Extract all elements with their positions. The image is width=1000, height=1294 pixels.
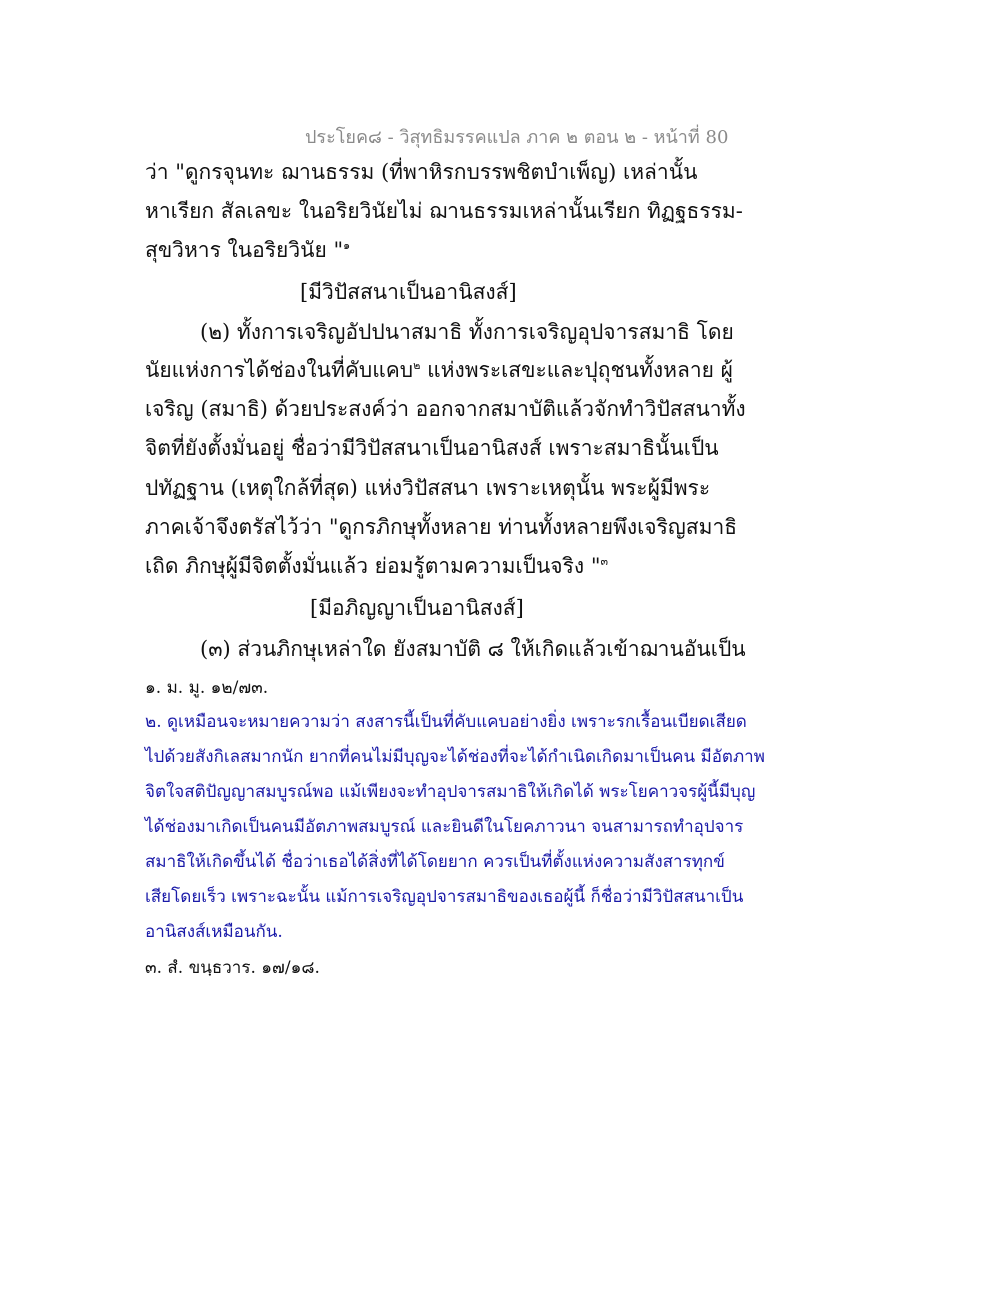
section-heading: [มีอภิญญาเป็นอานิสงส์]: [310, 596, 524, 620]
footnote-ref: ๒: [413, 359, 421, 372]
body-line: หาเรียก สัลเลขะ ในอริยวินัยไม่ ฌานธรรมเหล่านั้นเรียก ทิฏฐธรรม-: [145, 199, 743, 223]
footnote-2-line: เสียโดยเร็ว เพราะฉะนั้น แม้การเจริญอุปจารสมาธิของเธอผู้นี้ ก็ชื่อว่ามีวิปัสสนาเป็น: [145, 887, 744, 907]
footnote-1: ๑. ม. มู. ๑๒/๗๓.: [145, 678, 269, 698]
body-line: จิตที่ยังตั้งมั่นอยู่ ชื่อว่ามีวิปัสสนาเป็นอานิสงส์ เพราะสมาธินั้นเป็น: [145, 436, 719, 460]
footnote-2-line: จิตใจสติปัญญาสมบูรณ์พอ แม้เพียงจะทำอุปจารสมาธิให้เกิดได้ พระโยคาวจรผู้นี้มีบุญ: [145, 782, 756, 802]
footnote-2-line: ได้ช่องมาเกิดเป็นคนมีอัตภาพสมบูรณ์ และยินดีในโยคภาวนา จนสามารถทำอุปจาร: [145, 817, 744, 837]
body-line: นัยแห่งการได้ช่องในที่คับแคบ$^๒$ แห่งพระเสขะและปุถุชนทั้งหลาย ผู้: [145, 358, 733, 382]
footnote-2-line: สมาธิให้เกิดขึ้นได้ ชื่อว่าเธอได้สิ่งที่ได้โดยยาก ควรเป็นที่ตั้งแห่งความสังสารทุกข์: [145, 852, 725, 872]
footnote-ref: ๑: [343, 239, 351, 252]
section-heading: [มีวิปัสสนาเป็นอานิสงส์]: [300, 280, 517, 304]
footnote-2-line: ๒. ดูเหมือนจะหมายความว่า สงสารนี้เป็นที่คับแคบอย่างยิ่ง เพราะรกเรื้อนเบียดเสียด: [145, 712, 747, 732]
body-line: (๓) ส่วนภิกษุเหล่าใด ยังสมาบัติ ๘ ให้เกิดแล้วเข้าฌานอันเป็น: [200, 637, 746, 661]
body-line: (๒) ทั้งการเจริญอัปปนาสมาธิ ทั้งการเจริญอุปจารสมาธิ โดย: [200, 320, 734, 344]
body-line: ปทัฏฐาน (เหตุใกล้ที่สุด) แห่งวิปัสสนา เพราะเหตุนั้น พระผู้มีพระ: [145, 476, 711, 500]
body-line: เจริญ (สมาธิ) ด้วยประสงค์ว่า ออกจากสมาบัติแล้วจักทำวิปัสสนาทั้ง: [145, 397, 746, 421]
footnote-ref: ๓: [600, 555, 609, 568]
body-line: ว่า "ดูกรจุนทะ ฌานธรรม (ที่พาหิรกบรรพชิตบำเพ็ญ) เหล่านั้น: [145, 160, 698, 184]
footnote-2-line: ไปด้วยสังกิเลสมากนัก ยากที่คนไม่มีบุญจะได้ช่องที่จะได้กำเนิดเกิดมาเป็นคน มีอัตภาพ: [145, 747, 765, 767]
footnote-2-line: อานิสงส์เหมือนกัน.: [145, 922, 283, 942]
page-header: ประโยค๘ - วิสุทธิมรรคแปล ภาค ๒ ตอน ๒ - หน้าที่ 80: [305, 127, 729, 148]
body-line: ภาคเจ้าจึงตรัสไว้ว่า "ดูกรภิกษุทั้งหลาย ท่านทั้งหลายพึงเจริญสมาธิ: [145, 515, 738, 539]
body-line: เถิด ภิกษุผู้มีจิตตั้งมั่นแล้ว ย่อมรู้ตามความเป็นจริง "$^๓$: [145, 554, 609, 578]
body-line: สุขวิหาร ในอริยวินัย "$^๑$: [145, 238, 351, 262]
footnote-3: ๓. สํ. ขนฺธวาร. ๑๗/๑๘.: [145, 958, 320, 978]
